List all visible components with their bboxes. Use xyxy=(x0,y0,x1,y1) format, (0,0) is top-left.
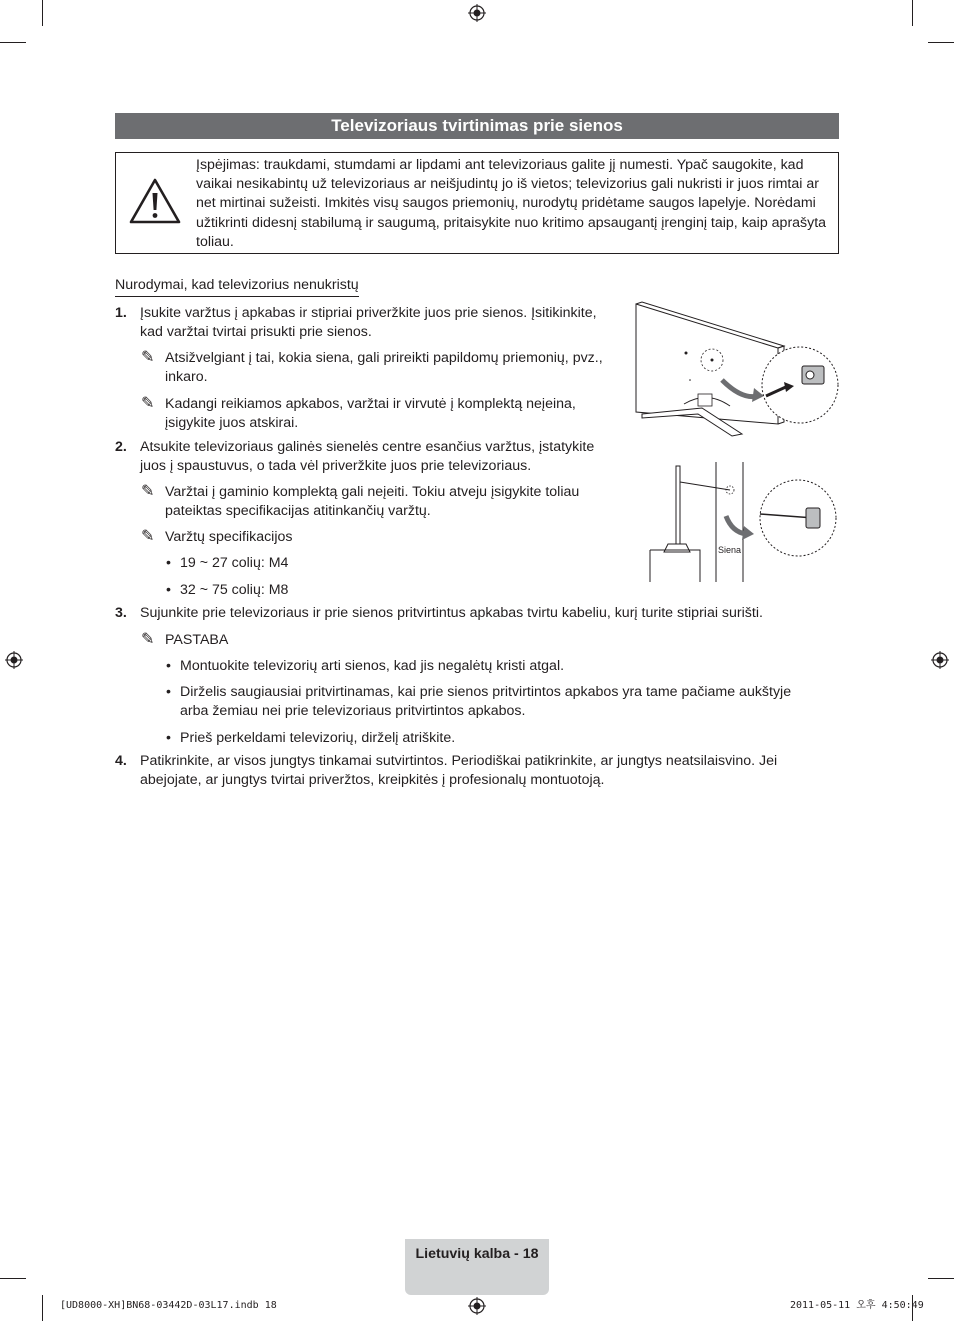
warning-triangle-icon xyxy=(128,177,182,225)
note-pencil-icon: ✎ xyxy=(141,483,155,500)
note-text-line: Atsižvelgiant į tai, kokia siena, gali prireikti papildomų priemonių, pvz., xyxy=(165,350,603,366)
step-text-line: abejojate, ar jungtys tvirtai priveržtos, kreipkitės į profesionalų montuotoją. xyxy=(140,772,605,788)
crop-mark xyxy=(42,0,43,26)
tv-wall-side-illustration xyxy=(646,462,840,582)
step-text-line: Atsukite televizoriaus galinės sienelės centre esančius varžtus, įstatykite xyxy=(140,439,595,455)
bullet-dot: • xyxy=(166,730,171,746)
tv-bracket-illustration xyxy=(612,300,840,440)
bullet-text: Montuokite televizorių arti sienos, kad jis negalėtų kristi atgal. xyxy=(180,658,565,674)
wall-label: Siena xyxy=(718,545,742,555)
warning-body: traukdami, stumdami ar lipdami ant televizoriaus galite jį numesti. Ypač saugokite, kad vaikai nesikabintų už televizoriaus ar neišjudintų jo iš vietos; televizorius gali nukristi ir juos rimtai ar net mirtinai sužeisti. Imkitės visų saugos priemonių, nurodytų pridėtame saugos lapelyje. Norėdami užtikrinti didesnį stabilumą ir saugumą, pritaisykite nuo kritimo apsaugantį įrenginį taip, kaip aprašyta toliau. xyxy=(196,157,827,250)
step-text-line: kad varžtai tvirtai prisukti prie sienos. xyxy=(140,324,372,340)
note-title: PASTABA xyxy=(165,632,229,648)
note-pencil-icon: ✎ xyxy=(141,349,155,366)
step-number: 4. xyxy=(115,753,127,769)
note-text-line: pateiktas specifikacijas atitinkančių varžtų. xyxy=(165,503,431,519)
note-text-line: Varžtai į gaminio komplektą gali neįeiti. Tokiu atveju įsigykite toliau xyxy=(165,484,580,500)
note-pencil-icon: ✎ xyxy=(141,631,155,648)
bullet-text: arba žemiau nei prie televizoriaus pritvirtintos apkabos. xyxy=(180,703,526,719)
crop-mark xyxy=(912,0,913,26)
print-timestamp: 2011-05-11 오후 4:50:49 xyxy=(790,1300,924,1311)
step-number: 3. xyxy=(115,605,127,621)
registration-mark-icon xyxy=(931,651,949,669)
bullet-dot: • xyxy=(166,684,171,700)
warning-box xyxy=(115,152,839,254)
note-text-line: inkaro. xyxy=(165,369,208,385)
note-text-line: įsigykite juos atskirai. xyxy=(165,415,299,431)
section-subheading: Nurodymai, kad televizorius nenukristų xyxy=(115,276,359,297)
crop-mark xyxy=(928,42,954,43)
warning-label: Įspėjimas: xyxy=(196,157,260,173)
bullet-dot: • xyxy=(166,555,171,571)
note-text-line: Varžtų specifikacijos xyxy=(165,529,293,545)
crop-mark xyxy=(0,1278,26,1279)
step-number: 1. xyxy=(115,305,127,321)
step-text-line: Įsukite varžtus į apkabas ir stipriai priveržkite juos prie sienos. Įsitikinkite, xyxy=(140,305,597,321)
bullet-dot: • xyxy=(166,582,171,598)
file-info: [UD8000-XH]BN68-03442D-03L17.indb 18 xyxy=(60,1300,277,1311)
step-text-line: Sujunkite prie televizoriaus ir prie sienos pritvirtintus apkabas tvirtu kabeliu, kurį turite stipriai surišti. xyxy=(140,605,763,621)
registration-mark-icon xyxy=(5,651,23,669)
registration-mark-icon xyxy=(468,1297,486,1315)
bullet-text: Prieš perkeldami televizorių, dirželį atriškite. xyxy=(180,730,456,746)
note-pencil-icon: ✎ xyxy=(141,395,155,412)
bullet-dot: • xyxy=(166,658,171,674)
step-text-line: Patikrinkite, ar visos jungtys tinkamai sutvirtintos. Periodiškai patikrinkite, ar jungtys neatsilaisvino. Jei xyxy=(140,753,778,769)
bullet-text: Dirželis saugiausiai pritvirtinamas, kai prie sienos pritvirtintos apkabos yra tame pačiame aukštyje xyxy=(180,684,792,700)
bullet-text: 32 ~ 75 colių: M8 xyxy=(180,582,289,598)
note-text-line: Kadangi reikiamos apkabos, varžtai ir virvutė į komplektą neįeina, xyxy=(165,396,576,412)
bullet-text: 19 ~ 27 colių: M4 xyxy=(180,555,289,571)
step-text-line: juos į spaustuvus, o tada vėl priveržkite juos prie televizoriaus. xyxy=(140,458,532,474)
page-title: Televizoriaus tvirtinimas prie sienos xyxy=(115,113,839,139)
crop-mark xyxy=(42,1295,43,1321)
crop-mark xyxy=(928,1278,954,1279)
note-pencil-icon: ✎ xyxy=(141,528,155,545)
warning-text xyxy=(196,156,832,252)
step-number: 2. xyxy=(115,439,127,455)
page-number-label: Lietuvių kalba - 18 xyxy=(415,1246,539,1262)
crop-mark xyxy=(0,42,26,43)
registration-mark-icon xyxy=(468,4,486,22)
